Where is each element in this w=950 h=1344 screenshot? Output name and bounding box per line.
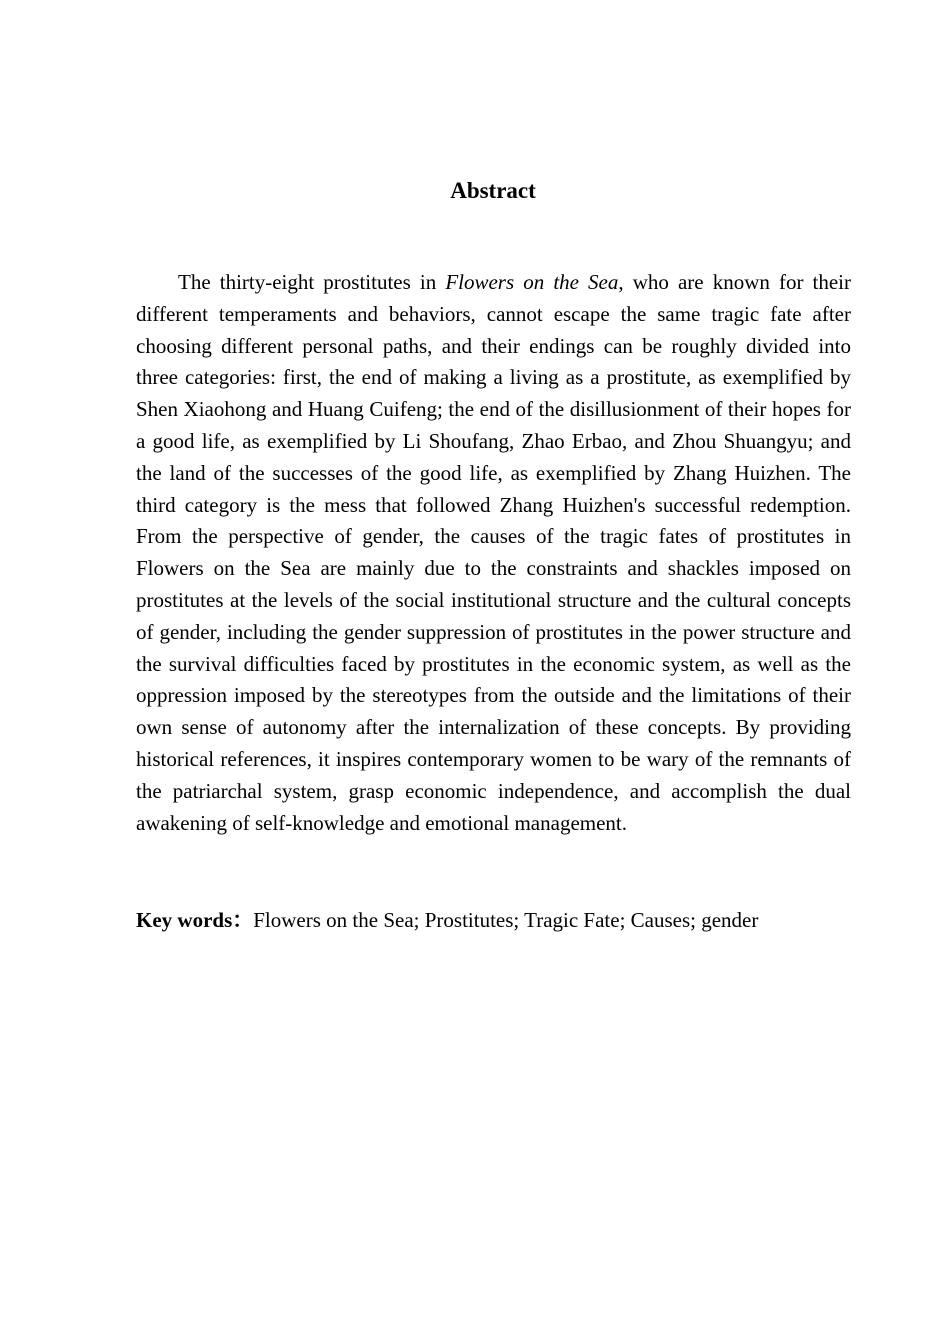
- abstract-title: Abstract: [450, 178, 536, 203]
- abstract-body-rest: , who are known for their different temperaments and behaviors, cannot escape the same tragic fate after choosing different personal paths, and their endings can be roughly divided into three categories: first, the end of making a living as a prostitute, as exemplified by Shen Xiaohong and Huang Cuifeng; the end of the disillusionment of their hopes for a good life, as exemplified by Li Shoufang, Zhao Erbao, and Zhou Shuangyu; and the land of the successes of the good life, as exemplified by Zhang Huizhen. The third category is the mess that followed Zhang Huizhen's successful redemption. From the perspective of gender, the causes of the tragic fates of prostitutes in Flowers on the Sea are mainly due to the constraints and shackles imposed on prostitutes at the levels of the social institutional structure and the cultural concepts of gender, including the gender suppression of prostitutes in the power structure and the survival difficulties faced by prostitutes in the economic system, as well as the oppression imposed by the stereotypes from the outside and the limitations of their own sense of autonomy after the internalization of these concepts. By providing historical references, it inspires contemporary women to be wary of the remnants of the patriarchal system, grasp economic independence, and accomplish the dual awakening of self-knowledge and emotional management.: [136, 270, 852, 835]
- keywords-line: [136, 905, 851, 937]
- abstract-body-start: The thirty-eight prostitutes in: [178, 270, 446, 294]
- book-title: Flowers on the Sea: [445, 270, 619, 294]
- keywords-values: Flowers on the Sea; Prostitutes; Tragic Fate; Causes; gender: [253, 908, 759, 932]
- abstract-body: [136, 267, 851, 839]
- keywords-label: Key words：: [136, 908, 254, 932]
